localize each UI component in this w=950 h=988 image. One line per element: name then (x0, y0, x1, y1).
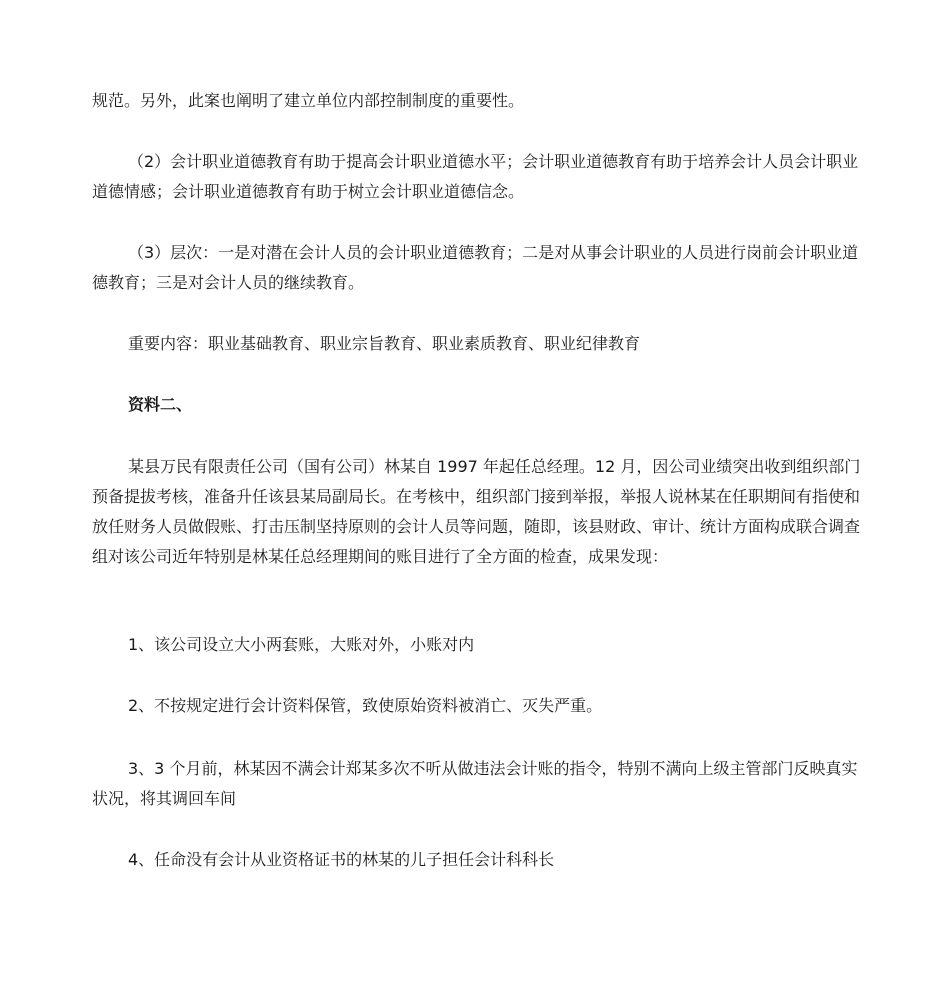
finding-4: 4、任命没有会计从业资格证书的林某的儿子担任会计科科长 (128, 850, 555, 869)
paragraph-point-3: （3）层次：一是对潜在会计人员的会计职业道德教育；二是对从事会计职业的人员进行岗前会计职业道德教育；三是对会计人员的继续教育。 (92, 243, 859, 292)
section-heading: 资料二、 (128, 395, 193, 414)
paragraph-point-2: （2）会计职业道德教育有助于提高会计职业道德水平；会计职业道德教育有助于培养会计人员会计职业道德情感；会计职业道德教育有助于树立会计职业道德信念。 (92, 152, 859, 201)
finding-2: 2、不按规定进行会计资料保管，致使原始资料被消亡、灭失严重。 (128, 696, 603, 715)
paragraph-key-content: 重要内容：职业基础教育、职业宗旨教育、职业素质教育、职业纪律教育 (128, 334, 641, 353)
paragraph-continuation: 规范。另外，此案也阐明了建立单位内部控制制度的重要性。 (92, 91, 525, 110)
paragraph-case-description: 某县万民有限责任公司（国有公司）林某自 1997 年起任总经理。12 月，因公司业绩突出收到组织部门预备提拔考核，准备升任该县某局副局长。在考核中，组织部门接到举报，举报人说林某在任职期间有指使和放任财务人员做假账、打击压制坚持原则的会计人员等问题，随即，该县财政、审计、统计方面构成联合调查组对该公司近年特别是林某任总经理期间的账目进行了全方面的检查，成果发现： (92, 457, 861, 566)
finding-3: 3、3 个月前，林某因不满会计郑某多次不听从做违法会计账的指令，特别不满向上级主管部门反映真实状况，将其调回车间 (92, 759, 858, 808)
finding-1: 1、该公司设立大小两套账，大账对外，小账对内 (128, 635, 475, 654)
